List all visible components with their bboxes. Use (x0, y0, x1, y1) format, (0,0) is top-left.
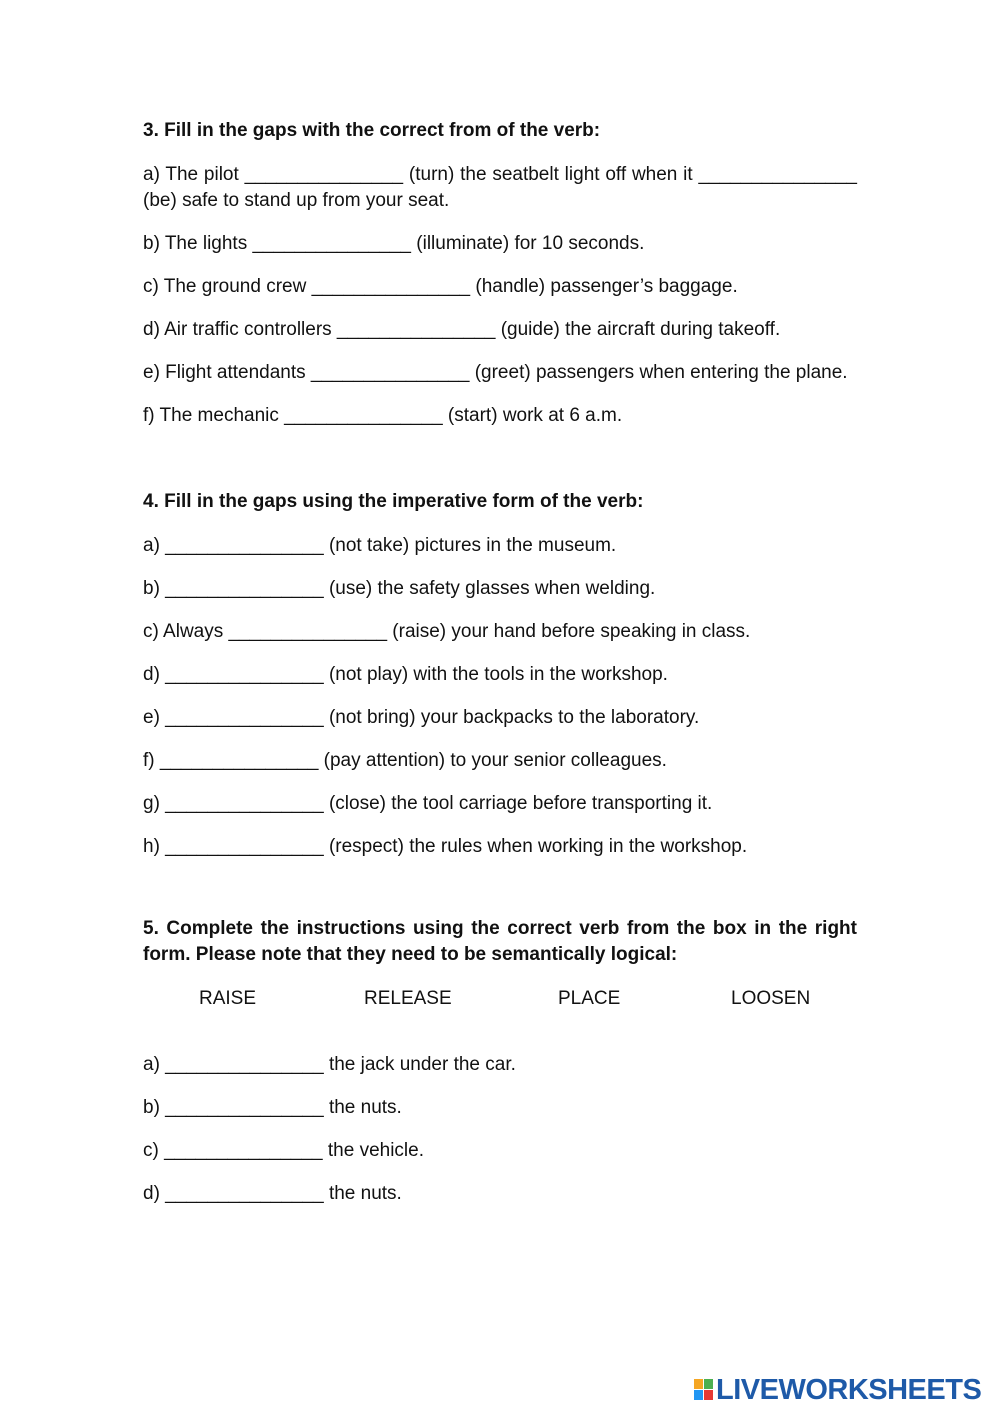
section-4-item-h: h) _______________ (respect) the rules when working in the workshop. (143, 836, 748, 857)
section-5-heading: 5. Complete the instructions using the correct verb from the box in the right form. Please note that they need to be semantically logical: (143, 918, 857, 965)
section-5-item-c: c) _______________ the vehicle. (143, 1140, 425, 1161)
section-3-item-c: c) The ground crew _______________ (handle) passenger’s baggage. (143, 276, 738, 297)
section-4-item-c: c) Always _______________ (raise) your hand before speaking in class. (143, 621, 751, 642)
section-4-heading: 4. Fill in the gaps using the imperative form of the verb: (143, 491, 644, 512)
section-3-heading: 3. Fill in the gaps with the correct from of the verb: (143, 120, 601, 141)
section-4-item-a: a) _______________ (not take) pictures in the museum. (143, 535, 617, 556)
section-5-item-d: d) _______________ the nuts. (143, 1183, 402, 1204)
liveworksheets-logo (694, 1374, 982, 1406)
word-box-item: RELEASE (364, 988, 452, 1009)
word-box-item: RAISE (199, 988, 257, 1009)
section-3-item-a: a) The pilot _______________ (turn) the seatbelt light off when it _______________ (be) safe to stand up from your seat. (143, 164, 857, 211)
liveworksheets-logo-icon (694, 1379, 714, 1401)
worksheet-page (143, 118, 857, 1224)
section-3-item-b: b) The lights _______________ (illuminate) for 10 seconds. (143, 233, 645, 254)
section-5-item-b: b) _______________ the nuts. (143, 1097, 402, 1118)
section-3 (143, 118, 857, 429)
section-4-item-f: f) _______________ (pay attention) to your senior colleagues. (143, 750, 667, 771)
section-3-item-e: e) Flight attendants _______________ (greet) passengers when entering the plane. (143, 362, 848, 383)
section-5-item-a: a) _______________ the jack under the car. (143, 1054, 516, 1075)
word-box-item: PLACE (558, 988, 621, 1009)
section-4-item-d: d) _______________ (not play) with the tools in the workshop. (143, 664, 668, 685)
word-box (143, 986, 857, 1012)
section-4-item-b: b) _______________ (use) the safety glasses when welding. (143, 578, 656, 599)
section-3-item-d: d) Air traffic controllers _______________ (guide) the aircraft during takeoff. (143, 319, 781, 340)
section-3-item-f: f) The mechanic _______________ (start) work at 6 a.m. (143, 405, 623, 426)
word-box-item: LOOSEN (731, 988, 811, 1009)
section-4-item-g: g) _______________ (close) the tool carriage before transporting it. (143, 793, 713, 814)
section-4 (143, 489, 857, 860)
section-4-item-e: e) _______________ (not bring) your backpacks to the laboratory. (143, 707, 700, 728)
section-5 (143, 916, 857, 1207)
logo-text: LIVEWORKSHEETS (716, 1374, 982, 1406)
